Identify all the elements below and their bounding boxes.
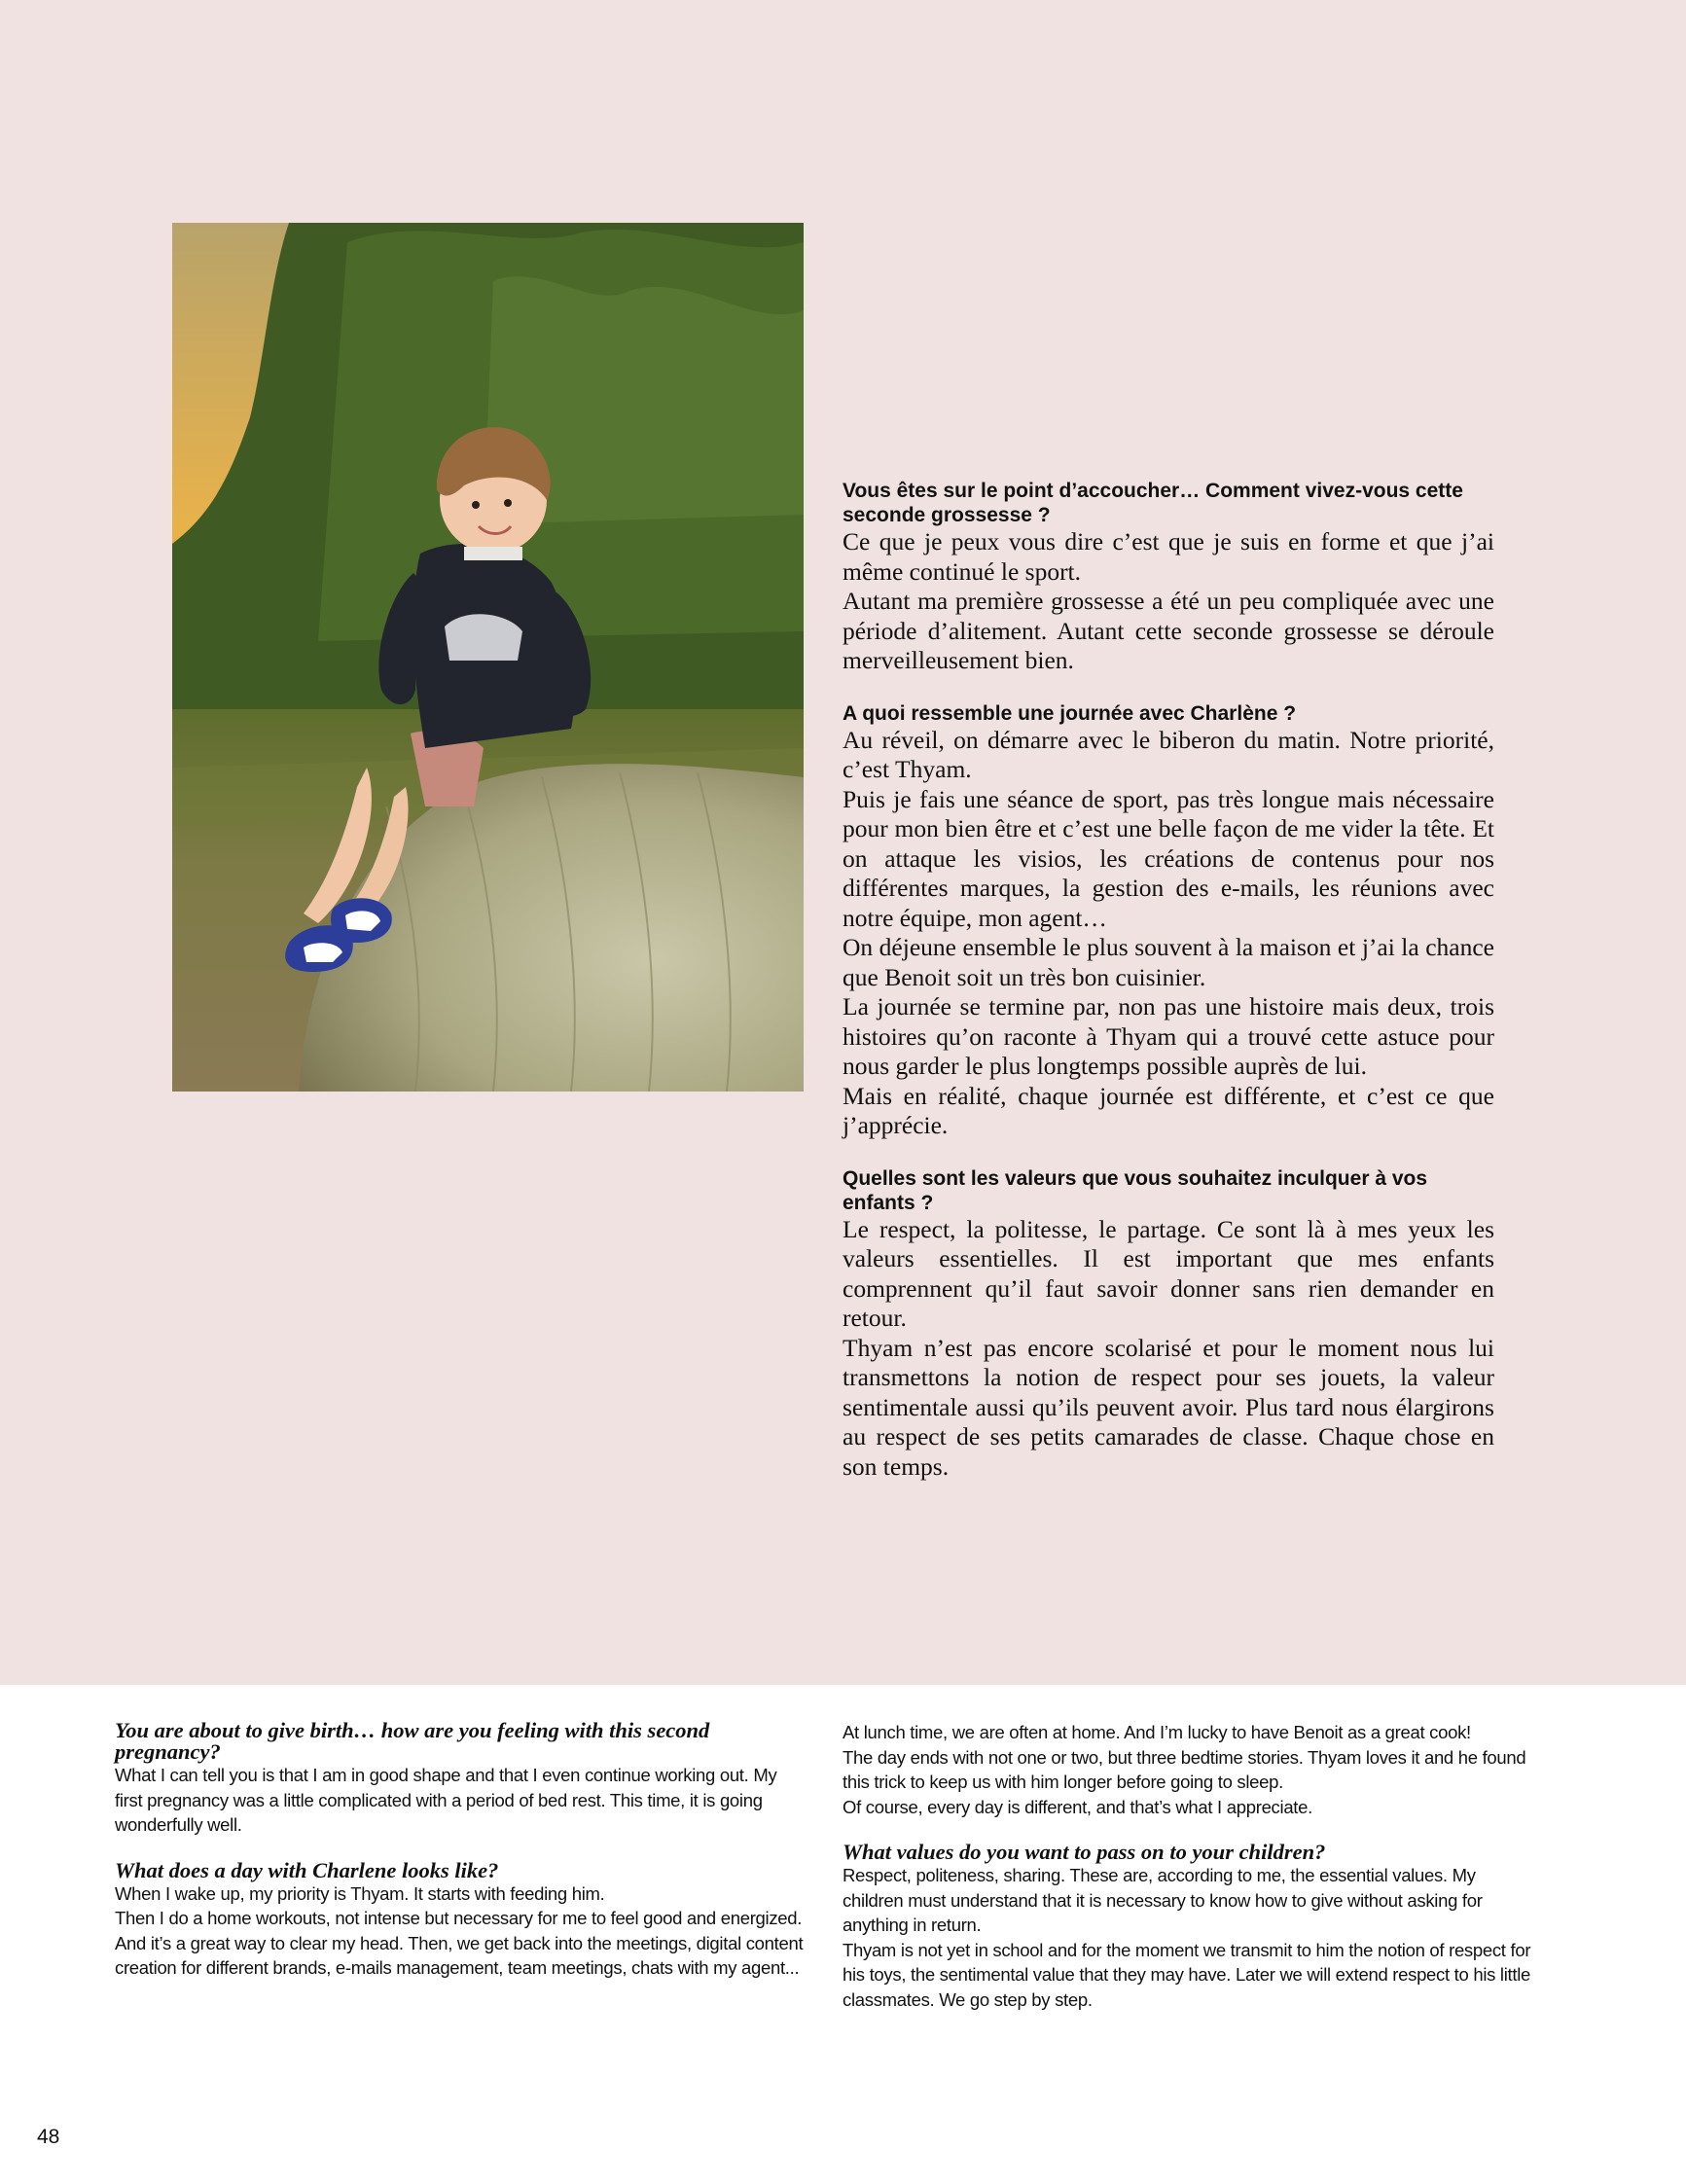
english-answer-2-p1: When I wake up, my priority is Thyam. It starts with feeding him. <box>115 1882 605 1904</box>
english-answer-2-p2: Then I do a home workouts, not intense but necessary for me to feel good and energized. And it’s a great way to clear my head. Then, we get back into the meetings, digital content creation for different brands, e-mails management, team meetings, chats with my agent... <box>115 1908 804 1978</box>
french-interview-column <box>843 479 1494 1482</box>
french-question-2: A quoi ressemble une journée avec Charlène ? <box>843 701 1297 725</box>
photo-illustration <box>172 223 804 1092</box>
english-answer-3-p1: Respect, politeness, sharing. These are, according to me, the essential values. My children must understand that it is necessary to know how to give without asking for anything in return. <box>843 1865 1483 1935</box>
french-answer-2-p2: Puis je fais une séance de sport, pas très longue mais nécessaire pour mon bien être et c’est une belle façon de me vider la tête. Et on attaque les visios, les créations de contenus pour nos différentes marques, la gestion des e-mails, les réunions avec notre équipe, mon agent… <box>843 784 1494 932</box>
french-answer-1-p1: Ce que je peux vous dire c’est que je suis en forme et que j’ai même continué le sport. <box>843 527 1494 586</box>
french-question-1: Vous êtes sur le point d’accoucher… Comment vivez-vous cette seconde grossesse ? <box>843 480 1463 526</box>
english-question-3: What values do you want to pass on to your children? <box>843 1840 1326 1864</box>
french-answer-2-p4: La journée se termine par, non pas une histoire mais deux, trois histoires qu’on raconte à Thyam qui a trouvé cette astuce pour nous garder le plus longtemps possible auprès de lui. <box>843 992 1494 1080</box>
english-translation-right-column <box>843 1720 1533 2012</box>
english-continued-p2: The day ends with not one or two, but three bedtime stories. Thyam loves it and he found this trick to keep us with him longer before going to sleep. <box>843 1746 1526 1792</box>
french-answer-2-p3: On déjeune ensemble le plus souvent à la maison et j’ai la chance que Benoit soit un très bon cuisinier. <box>843 933 1494 991</box>
english-question-2: What does a day with Charlene looks like? <box>115 1857 499 1882</box>
english-translation-left-column <box>115 1720 806 1981</box>
english-question-1: You are about to give birth… how are you feeling with this second pregnancy? <box>115 1718 710 1764</box>
english-continued-p3: Of course, every day is different, and that’s what I appreciate. <box>843 1796 1312 1817</box>
french-answer-2-p5: Mais en réalité, chaque journée est différente, et c’est ce que j’apprécie. <box>843 1081 1494 1139</box>
french-answer-1-p2: Autant ma première grossesse a été un peu compliquée avec une période d’alitement. Autant cette seconde grossesse se déroule merveilleusement bien. <box>843 587 1494 674</box>
french-question-3: Quelles sont les valeurs que vous souhaitez inculquer à vos enfants ? <box>843 1166 1428 1214</box>
french-answer-3-p2: Thyam n’est pas encore scolarisé et pour le moment nous lui transmettons la notion de respect pour ses jouets, la valeur sentimentale aussi qu’ils peuvent avoir. Plus tard nous élargirons au respect de ses petits camarades de classe. Chaque chose en son temps. <box>843 1333 1494 1481</box>
english-continued-p1: At lunch time, we are often at home. And I’m lucky to have Benoit as a great cook! <box>843 1722 1471 1742</box>
page-number: 48 <box>37 2126 60 2148</box>
english-answer-1: What I can tell you is that I am in good shape and that I even continue working out. My first pregnancy was a little complicated with a period of bed rest. This time, it is going wonderfully well. <box>115 1765 777 1835</box>
photo-child-on-hay-bale <box>172 223 804 1092</box>
english-answer-3-p2: Thyam is not yet in school and for the moment we transmit to him the notion of respect for his toys, the sentimental value that they may have. Later we will extend respect to his little classmates. We go step by step. <box>843 1939 1531 2010</box>
french-answer-3-p1: Le respect, la politesse, le partage. Ce sont là à mes yeux les valeurs essentielles. Il est important que mes enfants comprennent qu’il faut savoir donner sans rien demander en retour. <box>843 1214 1494 1332</box>
french-answer-2-p1: Au réveil, on démarre avec le biberon du matin. Notre priorité, c’est Thyam. <box>843 725 1494 783</box>
